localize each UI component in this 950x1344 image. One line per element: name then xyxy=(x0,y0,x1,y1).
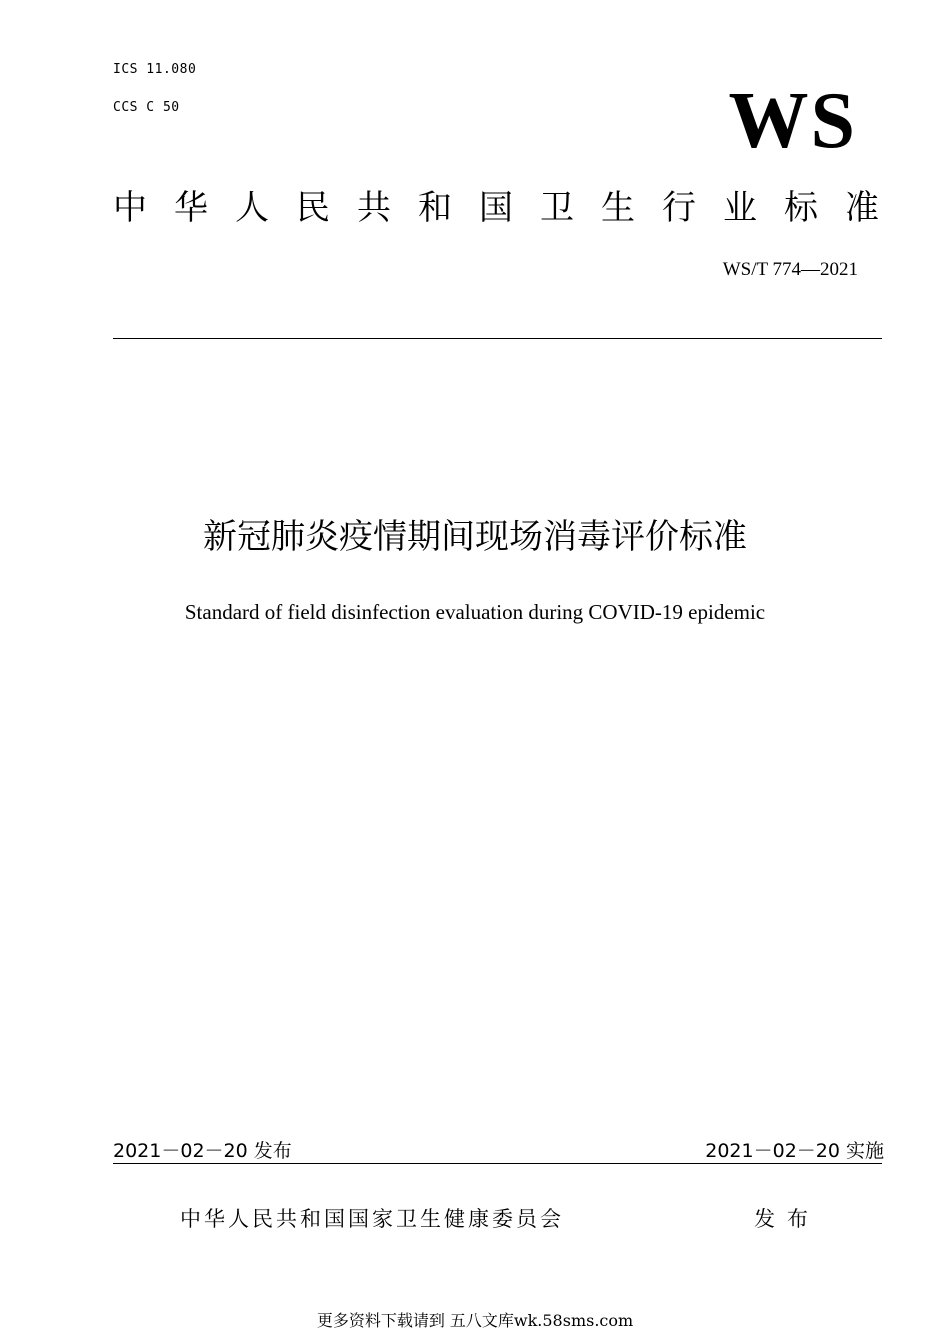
top-divider xyxy=(113,338,882,339)
document-title-cn: 新冠肺炎疫情期间现场消毒评价标准 xyxy=(203,517,747,557)
industry-standard-title: 中华人民共和国卫生行业标准 xyxy=(113,188,906,228)
ics-code: ICS 11.080 xyxy=(113,62,197,77)
bottom-divider xyxy=(113,1163,882,1164)
issue-date: 2021－02－20 发布 xyxy=(113,1140,292,1162)
issuing-authority: 中华人民共和国国家卫生健康委员会 xyxy=(180,1207,564,1231)
standard-number: WS/T 774—2021 xyxy=(722,259,858,280)
publish-label: 发布 xyxy=(754,1207,820,1231)
footer-download-note: 更多资料下载请到 五八文库wk.58sms.com xyxy=(316,1311,634,1330)
document-title-en: Standard of field disinfection evaluation during COVID-19 epidemic xyxy=(184,600,766,624)
ws-logo: WS xyxy=(728,77,857,165)
ccs-code: CCS C 50 xyxy=(113,100,180,115)
implementation-date: 2021－02－20 实施 xyxy=(705,1140,884,1162)
